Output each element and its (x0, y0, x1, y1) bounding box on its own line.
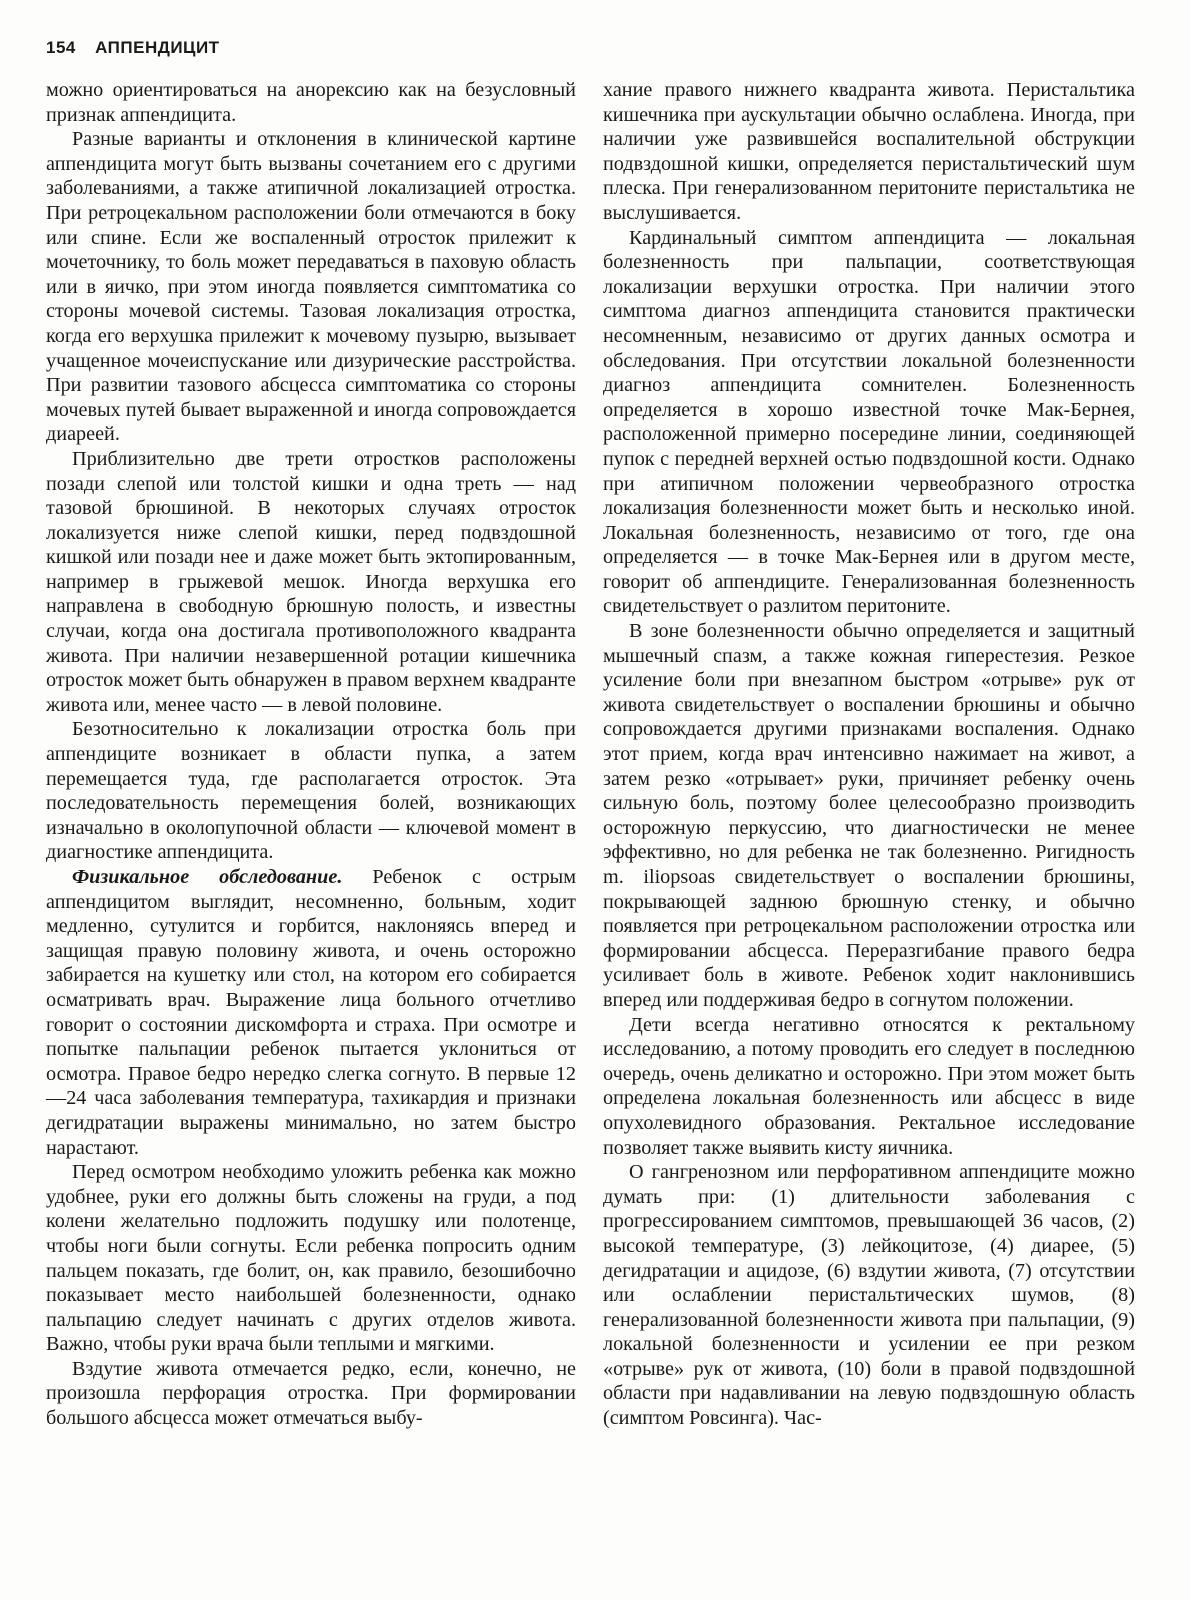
run-in-heading: Физикальное обследование. (72, 866, 343, 888)
paragraph: О гангренозном или перфоративном аппендиците можно думать при: (1) длительности заболевания с прогрессированием симптомов, превышающей 36 часов, (2) высокой температуре, (3) лейкоцитозе, (4) диарее, (5) дегидратации и ацидозе, (6) вздутии живота, (7) отсутствии или ослаблении перистальтических шумов, (8) генерализованной болезненности живота при пальпации, (9) локальной болезненности и усилении ее при резком «отрыве» рук от живота, (10) боли в правой подвздошной области при надавливании на левую подвздошную область (симптом Ровсинга). Час- (603, 1161, 1135, 1430)
paragraph-physical-exam (46, 865, 576, 1160)
paragraph: можно ориентироваться на анорексию как на безусловный признак аппендицита. (46, 79, 576, 126)
paragraph: Безотносительно к локализации отростка боль при аппендиците возникает в области пупка, а затем перемещается туда, где располагается отросток. Эта последовательность перемещения болей, возникающих изначально в околопупочной области — ключевой момент в диагностике аппендицита. (46, 718, 576, 864)
right-column (603, 78, 1135, 1431)
paragraph: В зоне болезненности обычно определяется и защитный мышечный спазм, а также кожная гиперестезия. Резкое усиление боли при внезапном быстром «отрыве» рук от живота свидетельствует о воспалении брюшины и обычно сопровождается другими признаками воспаления. Однако этот прием, когда врач интенсивно нажимает на живот, а затем резко «отрывает» руки, причиняет ребенку очень сильную боль, поэтому более целесообразно производить осторожную перкуссию, что диагностически не менее эффективно, но для ребенка не так болезненно. Ригидность m. iliopsoas свидетельствует о воспалении брюшины, покрывающей заднюю брюшную стенку, и обычно появляется при ретроцекальном расположении отростка или формировании абсцесса. Переразгибание правого бедра усиливает боль в животе. Ребенок ходит наклонившись вперед или поддерживая бедро в согнутом положении. (603, 620, 1135, 1011)
page-number: 154 (46, 38, 76, 57)
paragraph: Перед осмотром необходимо уложить ребенка как можно удобнее, руки его должны быть сложены на груди, а под колени желательно подложить подушку или полотенце, чтобы ноги были согнуты. Если ребенка попросить одним пальцем показать, где болит, он, как правило, безошибочно показывает место наибольшей болезненности, однако пальпацию следует начинать с других отделов живота. Важно, чтобы руки врача были теплыми и мягкими. (46, 1161, 576, 1356)
paragraph: Кардинальный симптом аппендицита — локальная болезненность при пальпации, соответствующая локализации верхушки отростка. При наличии этого симптома диагноз аппендицита становится практически несомненным, независимо от других данных осмотра и обследования. При отсутствии локальной болезненности диагноз аппендицита сомнителен. Болезненность определяется в хорошо известной точке Мак-Бернея, расположенной примерно посередине линии, соединяющей пупок с передней верхней остью подвздошной кости. Однако при атипичном положении червеобразного отростка локализация болезненности может быть и несколько иной. Локальная болезненность, независимо от того, где она определяется — в точке Мак-Бернея или в другом месте, говорит об аппендиците. Генерализованная болезненность свидетельствует о разлитом перитоните. (603, 226, 1135, 618)
paragraph: Разные варианты и отклонения в клинической картине аппендицита могут быть вызваны сочетанием его с другими заболеваниями, а также атипичной локализацией отростка. При ретроцекальном расположении боли отмечаются в боку или спине. Если же воспаленный отросток прилежит к мочеточнику, то боль может передаваться в паховую область или в яичко, при этом иногда появляется симптоматика со стороны мочевой системы. Тазовая локализация отростка, когда его верхушка прилежит к мочевому пузырю, вызывает учащенное мочеиспускание или дизурические расстройства. При развитии тазового абсцесса симптоматика со стороны мочевых путей бывает выраженной и иногда сопровождается диареей. (46, 128, 576, 446)
paragraph: Вздутие живота отмечается редко, если, конечно, не произошла перфорация отростка. При формировании большого абсцесса может отмечаться выбу- (46, 1357, 576, 1430)
page-header (46, 38, 220, 58)
paragraph: Приблизительно две трети отростков расположены позади слепой или толстой кишки и одна треть — над тазовой брюшиной. В некоторых случаях отросток локализуется ниже слепой кишки, перед подвздошной кишкой или позади нее и даже может быть эктопированным, например в грыжевой мешок. Иногда верхушка его направлена в свободную брюшную полость, и известны случаи, когда она достигала противоположного квадранта живота. При наличии незавершенной ротации кишечника отросток может быть обнаружен в правом верхнем квадранте живота или, менее часто — в левой половине. (46, 447, 576, 716)
running-title: АППЕНДИЦИТ (95, 38, 220, 57)
paragraph: Дети всегда негативно относятся к ректальному исследованию, а потому проводить его следует в последнюю очередь, очень деликатно и осторожно. При этом может быть определена локальная болезненность или абсцесс в виде опухолевидного образования. Ректальное исследование позволяет также выявить кисту яичника. (603, 1013, 1135, 1159)
left-column (46, 78, 576, 1431)
paragraph-text: Ребенок с острым аппендицитом выглядит, несомненно, больным, ходит медленно, сутулится и горбится, наклоняясь вперед и защищая правую половину живота, и очень осторожно забирается на кушетку или стол, на котором его собирается осматривать врач. Выражение лица больного отчетливо говорит о состоянии дискомфорта и страха. При осмотре и попытке пальпации ребенок пытается уклониться от осмотра. Правое бедро нередко слегка согнуто. В первые 12—24 часа заболевания температура, тахикардия и признаки дегидратации выражены минимально, но затем быстро нарастают. (46, 866, 576, 1159)
paragraph: хание правого нижнего квадранта живота. Перистальтика кишечника при аускультации обычно ослаблена. Иногда, при наличии уже развившейся воспалительной обструкции подвздошной кишки, определяется перистальтический шум плеска. При генерализованном перитоните перистальтика не выслушивается. (603, 79, 1135, 224)
